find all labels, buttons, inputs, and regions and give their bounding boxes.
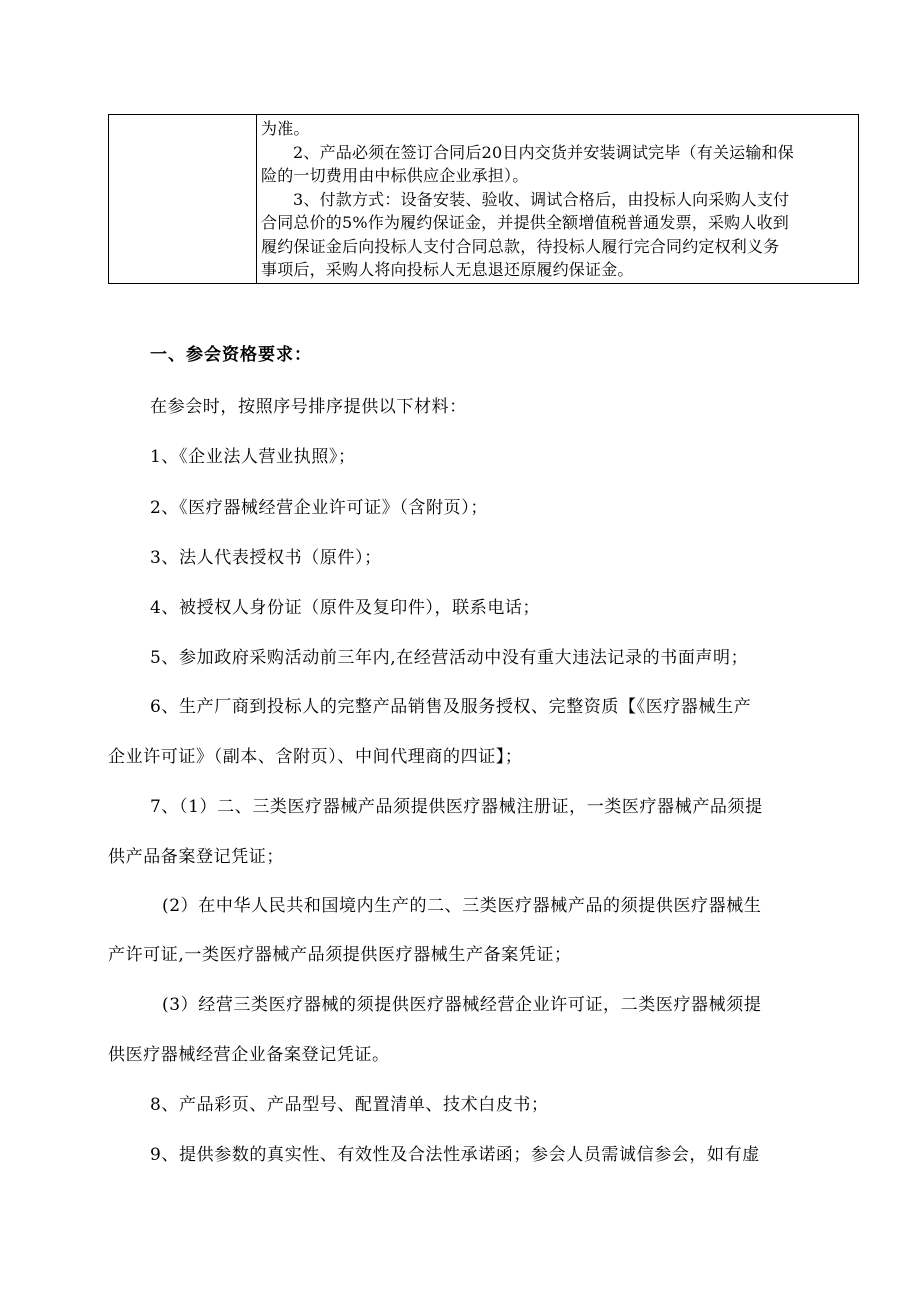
list-item: 5、参加政府采购活动前三年内,在经营活动中没有重大违法记录的书面声明；	[150, 648, 749, 668]
table-line: 为准。	[261, 119, 310, 138]
table-line: 2、产品必须在签订合同后20日内交货并安装调试完毕（有关运输和保	[293, 142, 794, 162]
list-item-continuation: 供产品备案登记凭证；	[108, 847, 284, 867]
list-item: 3、法人代表授权书（原件）；	[150, 548, 382, 568]
list-item: 6、生产厂商到投标人的完整产品销售及服务授权、完整资质【《医疗器械生产	[150, 697, 752, 717]
list-item: 8、产品彩页、产品型号、配置清单、技术白皮书；	[150, 1095, 549, 1115]
list-item: 1、《企业法人营业执照》；	[150, 447, 356, 467]
table-line: 险的一切费用由中标供应企业承担）。	[261, 166, 529, 185]
section-heading: 一、参会资格要求：	[150, 345, 312, 365]
list-item: 7、（1）二、三类医疗器械产品须提供医疗器械注册证，一类医疗器械产品须提	[150, 797, 763, 817]
list-item-continuation: 产许可证,一类医疗器械产品须提供医疗器械生产备案凭证；	[108, 945, 572, 965]
list-item: 4、被授权人身份证（原件及复印件），联系电话；	[150, 598, 541, 618]
table-line: 履约保证金后向投标人支付合同总款，待投标人履行完合同约定权利义务	[261, 236, 780, 256]
list-item: 2、《医疗器械经营企业许可证》（含附页）；	[150, 498, 488, 518]
list-subitem: (2）在中华人民共和国境内生产的二、三类医疗器械产品的须提供医疗器械生	[162, 896, 762, 916]
intro-paragraph: 在参会时，按照序号排序提供以下材料：	[150, 397, 467, 417]
list-item: 9、提供参数的真实性、有效性及合法性承诺函；参会人员需诚信参会，如有虚	[150, 1145, 760, 1165]
table-line: 3、付款方式：设备安装、验收、调试合格后，由投标人向采购人支付	[293, 189, 790, 209]
table-left-cell	[109, 115, 257, 283]
list-item-continuation: 供医疗器械经营企业备案登记凭证。	[108, 1045, 390, 1065]
list-item-continuation: 企业许可证》（副本、含附页）、中间代理商的四证】；	[108, 747, 523, 767]
table-line: 合同总价的5%作为履约保证金，并提供全额增值税普通发票，采购人收到	[261, 213, 789, 232]
table-line: 事项后，采购人将向投标人无息退还原履约保证金。	[261, 260, 634, 279]
requirements-table	[108, 114, 859, 284]
table-right-cell	[257, 115, 858, 283]
list-subitem: (3）经营三类医疗器械的须提供医疗器械经营企业许可证，二类医疗器械须提	[162, 995, 762, 1015]
